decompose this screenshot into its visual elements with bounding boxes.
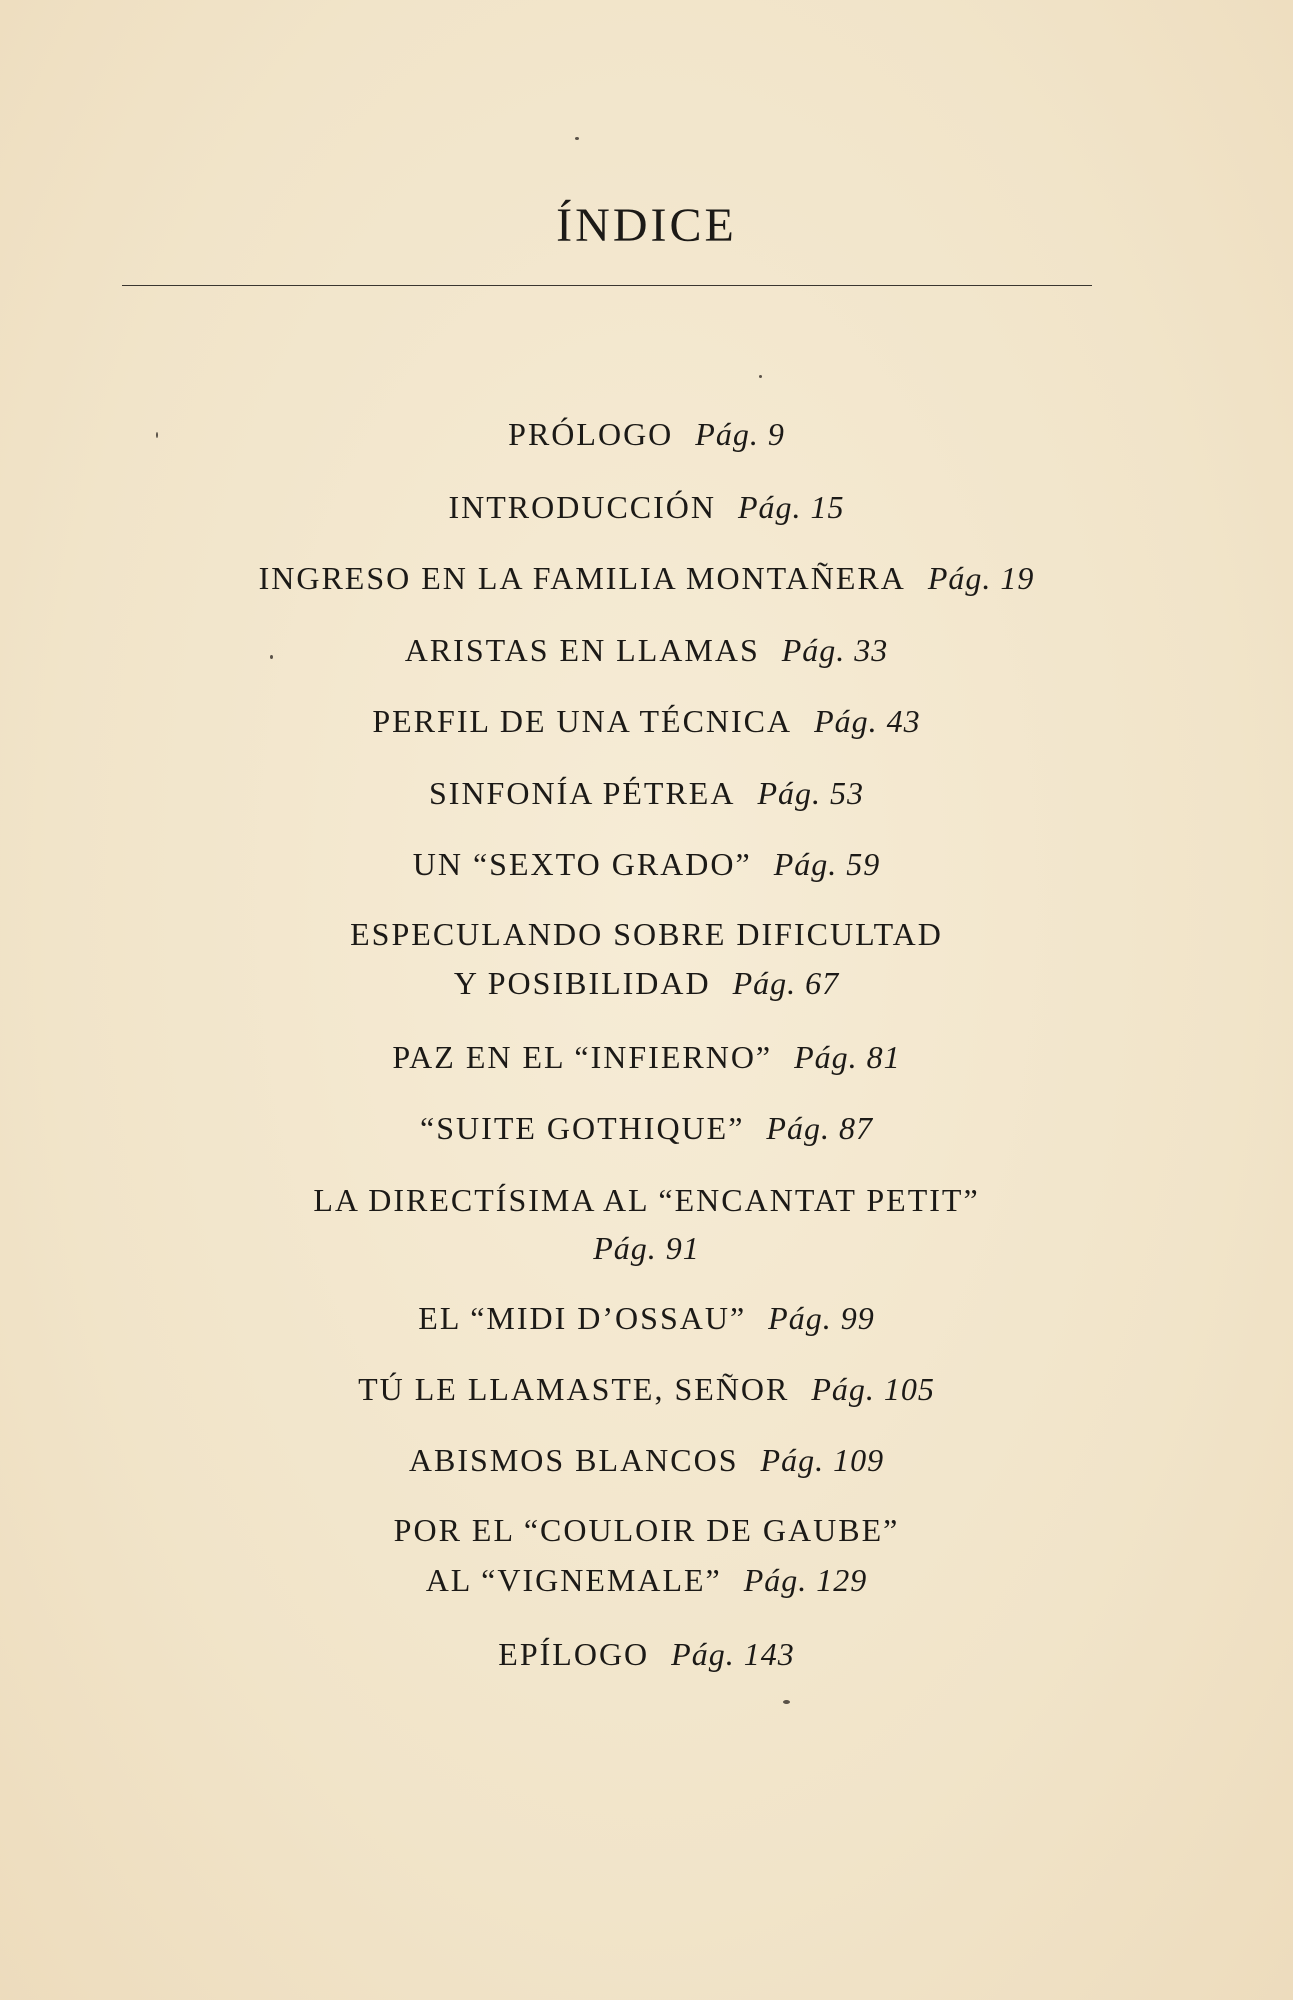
entry-page: Pág. 59	[773, 846, 881, 882]
toc-entry-directisima-line1	[0, 1180, 1293, 1220]
toc-entry-paz	[0, 1037, 1293, 1077]
entry-title: Y POSIBILIDAD	[453, 965, 711, 1001]
toc-entry-prologo	[0, 414, 1293, 454]
entry-title: ARISTAS EN LLAMAS	[404, 632, 760, 668]
toc-entry-suite-gothique	[0, 1108, 1293, 1148]
entry-page: Pág. 109	[760, 1442, 885, 1478]
entry-title: TÚ LE LLAMASTE, SEÑOR	[358, 1371, 790, 1407]
page-title: ÍNDICE	[556, 199, 737, 252]
toc-entry-introduccion	[0, 487, 1293, 527]
entry-title: LA DIRECTÍSIMA AL “ENCANTAT PETIT”	[313, 1182, 980, 1218]
entry-title: ESPECULANDO SOBRE DIFICULTAD	[350, 916, 943, 952]
toc-entry-couloir-line2	[0, 1560, 1293, 1600]
entry-page: Pág. 91	[593, 1230, 700, 1266]
entry-title: SINFONÍA PÉTREA	[428, 775, 736, 811]
toc-entry-aristas	[0, 630, 1293, 670]
toc-entry-directisima-line2	[0, 1228, 1293, 1268]
entry-page: Pág. 143	[671, 1636, 795, 1672]
entry-title: INTRODUCCIÓN	[448, 489, 716, 525]
entry-title: EL “MIDI D’OSSAU”	[418, 1300, 747, 1336]
entry-title: PERFIL DE UNA TÉCNICA	[372, 703, 793, 739]
toc-entry-sinfonia	[0, 773, 1293, 813]
toc-entry-tu-le-llamaste	[0, 1369, 1293, 1409]
toc-entry-ingreso	[0, 558, 1293, 598]
entry-title: EPÍLOGO	[498, 1636, 650, 1672]
entry-title: UN “SEXTO GRADO”	[412, 846, 752, 882]
entry-page: Pág. 33	[781, 632, 889, 668]
entry-title: ABISMOS BLANCOS	[408, 1442, 739, 1478]
entry-page: Pág. 19	[927, 560, 1035, 596]
entry-page: Pág. 87	[766, 1110, 873, 1146]
entry-page: Pág. 15	[738, 489, 845, 525]
entry-page: Pág. 43	[814, 703, 921, 739]
entry-title: INGRESO EN LA FAMILIA MONTAÑERA	[258, 560, 906, 596]
entry-page: Pág. 81	[794, 1039, 901, 1075]
toc-entry-epilogo	[0, 1634, 1293, 1674]
toc-entry-especulando-line2	[0, 963, 1293, 1003]
toc-entry-sexto-grado	[0, 844, 1293, 884]
paper-speck	[783, 1700, 790, 1704]
entry-title: “SUITE GOTHIQUE”	[420, 1110, 745, 1146]
entry-title: AL “VIGNEMALE”	[425, 1562, 722, 1598]
entry-page: Pág. 53	[757, 775, 864, 811]
entry-title: PRÓLOGO	[508, 416, 674, 452]
entry-title: PAZ EN EL “INFIERNO”	[392, 1039, 773, 1075]
toc-entry-couloir-line1	[0, 1510, 1293, 1550]
entry-page: Pág. 67	[732, 965, 840, 1001]
toc-entry-especulando-line1	[0, 914, 1293, 954]
paper-speck	[759, 375, 762, 378]
paper-speck	[156, 432, 158, 438]
entry-page: Pág. 105	[811, 1371, 935, 1407]
toc-entry-abismos	[0, 1440, 1293, 1480]
entry-page: Pág. 99	[768, 1300, 875, 1336]
toc-entry-perfil	[0, 701, 1293, 741]
entry-page: Pág. 129	[743, 1562, 868, 1598]
entry-page: Pág. 9	[695, 416, 785, 452]
toc-entry-midi-dossau	[0, 1298, 1293, 1338]
entry-title: POR EL “COULOIR DE GAUBE”	[393, 1512, 900, 1548]
paper-speck	[270, 655, 273, 659]
paper-speck	[575, 137, 579, 140]
